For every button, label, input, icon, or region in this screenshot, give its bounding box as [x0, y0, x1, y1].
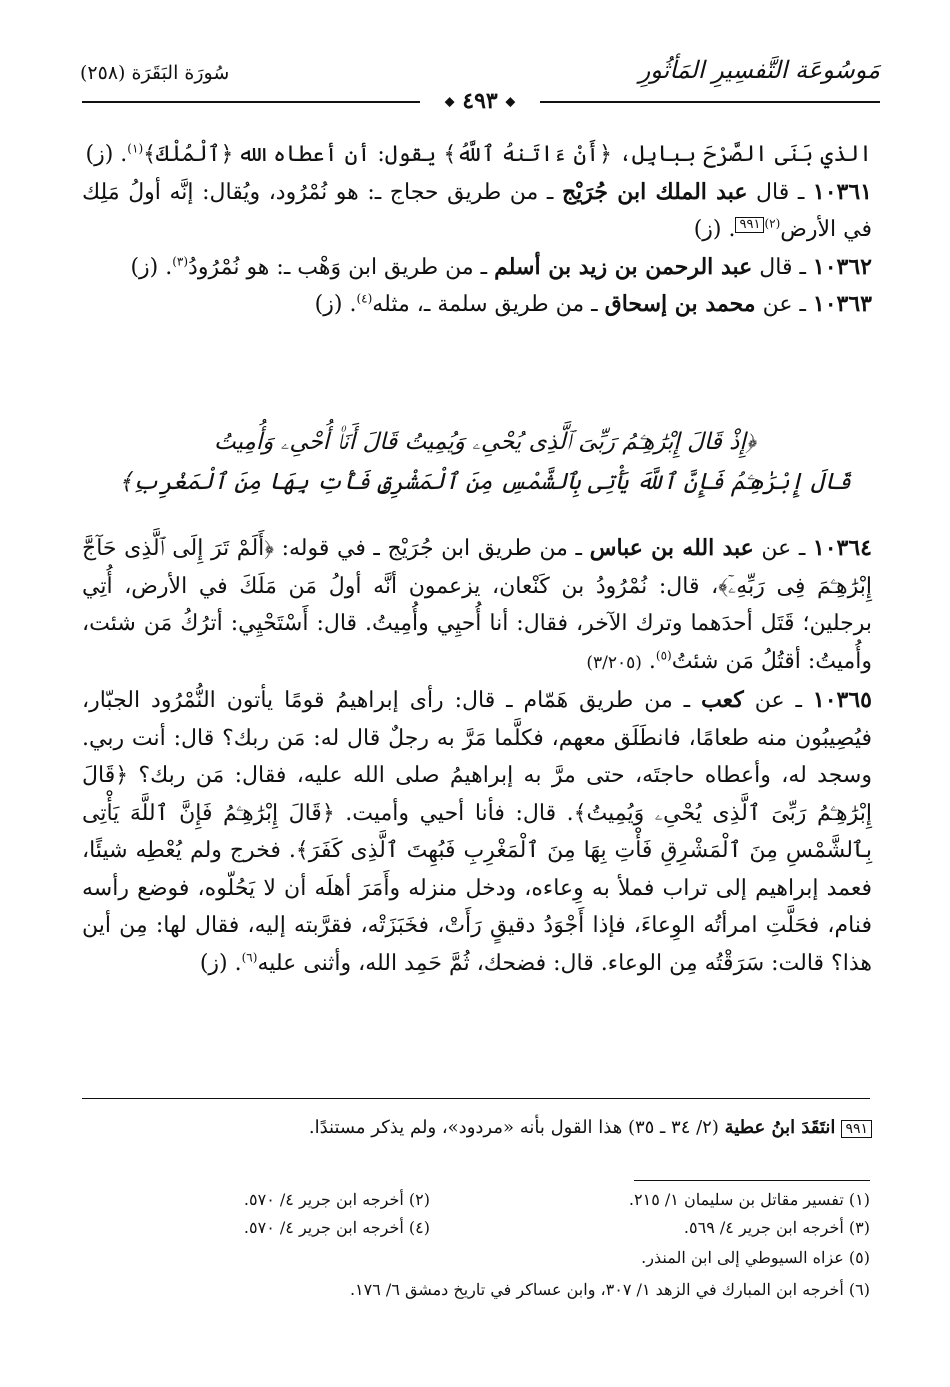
main-text-top	[82, 136, 872, 324]
footnote-3: (٣) أخرجه ابن جرير ٤/ ٥٦٩.	[683, 1218, 870, 1237]
narration-10363: ١٠٣٦٣ ـ عن محمد بن إسحاق ـ من طريق سلمة ـ، مثله$^{(٤)}$. (ز)	[314, 291, 872, 317]
note-ref: (٢/ ٣٤ ـ ٣٥)	[622, 1117, 725, 1138]
note-author: انتَقَدَ ابنُ عطية	[724, 1117, 836, 1138]
ornament-icon: ◆	[505, 94, 516, 110]
footnote-2: (٢) أخرجه ابن جرير ٤/ ٥٧٠.	[243, 1190, 430, 1209]
footnote-1: (١) تفسير مقاتل بن سليمان ١/ ٢١٥.	[628, 1190, 870, 1209]
ornament-icon: ◆	[444, 94, 455, 110]
footnote-separator	[634, 1180, 870, 1181]
footnote-4: (٤) أخرجه ابن جرير ٤/ ٥٧٠.	[243, 1218, 430, 1237]
commentary-note	[82, 1114, 872, 1142]
main-text-bottom	[82, 530, 872, 982]
footnote-6: (٦) أخرجه ابن المبارك في الزهد ١/ ٣٠٧، وابن عساكر في تاريخ دمشق ٦/ ١٧٦.	[349, 1280, 870, 1299]
surah-info: سُورَة البَقَرَة (٢٥٨)	[80, 62, 230, 84]
book-title: مَوسُوعَة التَّفسِيرِ المَأثُورِ	[638, 56, 880, 84]
narration-10361: ١٠٣٦١ ـ قال عبد الملك ابن جُرَيْج ـ من طريق حجاج ـ: هو نُمْرُود، ويُقال: إنَّه أولُ مَلِك في الأرض$^{(٢)}$٩٩١. (ز)	[82, 178, 872, 242]
note-number-box: ٩٩١	[841, 1120, 872, 1138]
note-marker-box: ٩٩١	[735, 217, 764, 233]
cross-reference: (٣/٢٠٥)	[586, 652, 642, 673]
paragraph-continuation: الذي بَنَى الصَّرْحَ ببابِل، ﴿أَنْ ءَاتَنهُ ٱللَّهُ﴾ يقول: أن أعطاه الله ﴿ٱلْمُلْكَ﴾$^{(١)}$. (ز)	[85, 141, 872, 167]
narration-10364: ١٠٣٦٤ ـ عن عبد الله بن عباس ـ من طريق ابن جُرَيْج ـ في قوله: ﴿أَلَمْ تَرَ إِلَى ٱلَّذِى حَآجَّ إِبْرَٰهِـۧمَ فِى رَبِّهِۦٓ﴾، قال: نُمْرُودُ بن كَنْعان، يزعمون أنَّه أولُ مَن مَلَكَ في الأرض، أُتِي برجلين؛ قَتَل أحدَهما وترك الآخر، فقال: أنا أُحيِي وأُمِيتُ. قال: أَسْتَحْيِي: أترُكُ مَن شئت، وأُميتُ: أقتُلُ مَن شئتُ$^{(٥)}$. (٣/٢٠٥)	[82, 535, 872, 674]
page-number: ٤٩٣	[462, 88, 498, 114]
verse-line-2: قَالَ إِبْرَٰهِـۧمُ فَإِنَّ ٱللَّهَ يَأْتِى بِٱلشَّمْسِ مِنَ ٱلْمَشْرِقِ فَأْتِ بِهَا مِنَ ٱلْمَغْرِبِ﴾	[119, 469, 851, 495]
narration-10365: ١٠٣٦٥ ـ عن كعب ـ من طريق هَمّام ـ قال: رأى إبراهيمُ قومًا يأتون النُّمْرُود الجبّار، فيُصِيبُون منه طعامًا، فانطَلَق معهم، فكلَّما مَرَّ به رجلٌ قال له: مَن ربك؟ قال: أنت ربي. وسجد له، وأعطاه حاجتَه، حتى مرَّ به إبراهيمُ صلى الله عليه، فقال: مَن ربك؟ ﴿قَالَ إِبْرَٰهِـۧمُ رَبِّىَ ٱلَّذِى يُحْىِۦ وَيُمِيتُ﴾. قال: فأنا أحيي وأميت. ﴿قَالَ إِبْرَٰهِـۧمُ فَإِنَّ ٱللَّهَ يَأْتِى بِٱلشَّمْسِ مِنَ ٱلْمَشْرِقِ فَأْتِ بِهَا مِنَ ٱلْمَغْرِبِ فَبُهِتَ ٱلَّذِى كَفَرَ﴾. فخرج ولم يُعْطِه شيئًا، فعمد إبراهيم إلى تراب فملأ به وِعاءه، ودخل منزله وأَمَرَ أهلَه أن لا يَحُلّوه، فوضع رأسه فنام، فحَلَّتِ امرأتُه الوِعاءَ، فإذا أَجْوَدُ دقيقٍ رَأَتْ، فخَبَزَتْه، فقرَّبته إليه، فقال لها: مِن أين هذا؟ قالت: سَرَقْتُه مِن الوعاء. قال: فضحك، ثُمَّ حَمِد الله، وأثنى عليه$^{(٦)}$. (ز)	[82, 687, 873, 976]
narration-10362: ١٠٣٦٢ ـ قال عبد الرحمن بن زيد بن أسلم ـ من طريق ابن وَهْب ـ: هو نُمْرُودُ$^{(٣)}$. (ز)	[130, 253, 872, 280]
footnote-5: (٥) عزاه السيوطي إلى ابن المنذر.	[641, 1248, 870, 1267]
note-text: هذا القول بأنه «مردود»، ولم يذكر مستندًا.	[308, 1117, 623, 1138]
page-number-block	[420, 88, 540, 114]
verse-line-1: ﴿إِذْ قَالَ إِبْرَٰهِـۧمُ رَبِّىَ ٱلَّذِى يُحْىِۦ وَيُمِيتُ قَالَ أَنَا۠ أُحْىِۦ وَأُمِيتُ	[214, 429, 756, 455]
note-separator	[82, 1098, 870, 1099]
quran-verse	[100, 422, 870, 502]
